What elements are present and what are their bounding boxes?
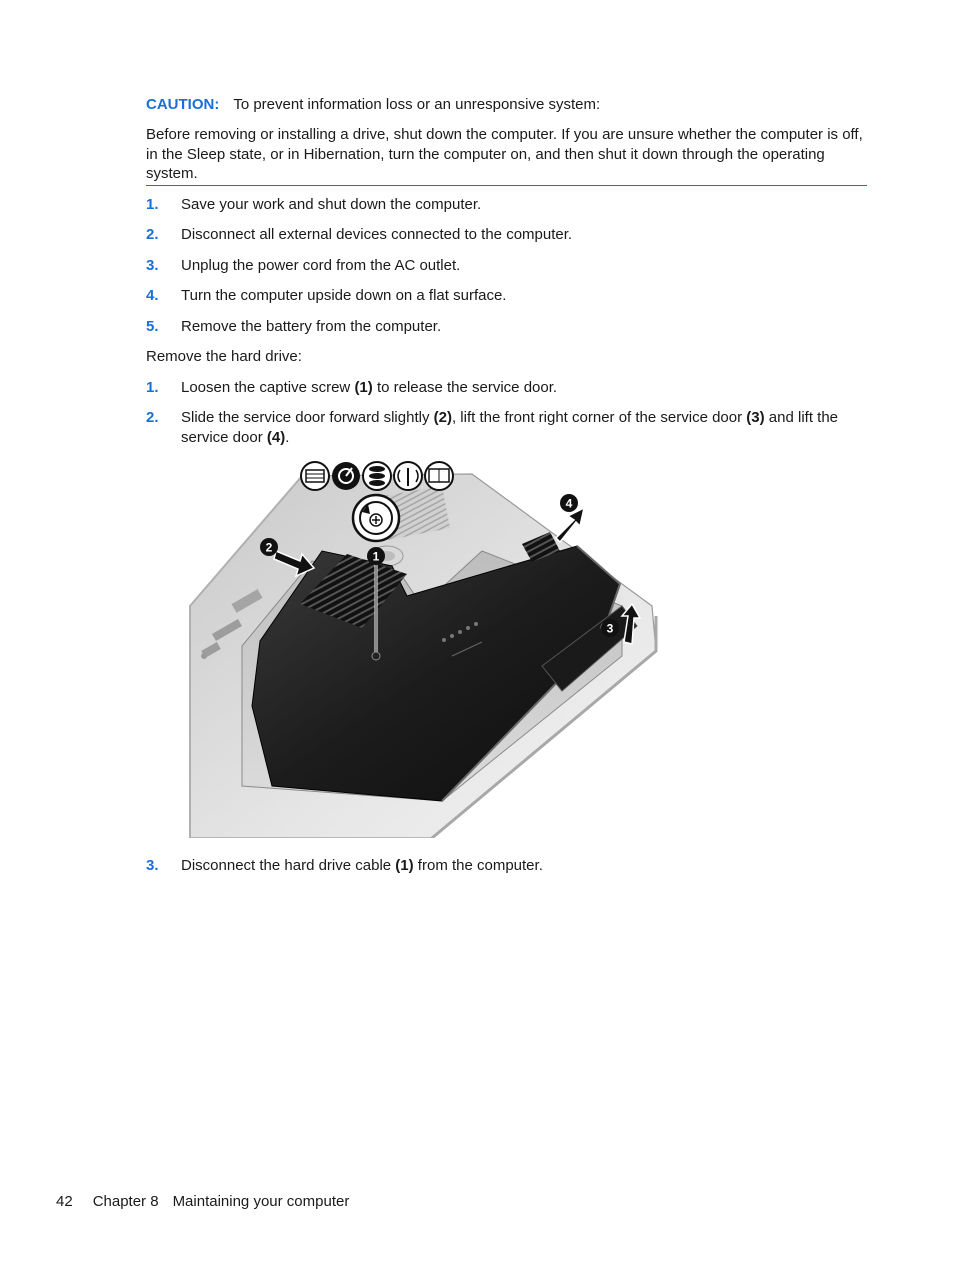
step-text: Loosen the captive screw (1) to release the service door. — [181, 379, 558, 396]
remove-step-3 — [146, 856, 867, 876]
step-text: Unplug the power cord from the AC outlet. — [181, 257, 461, 274]
step-number: 5. — [146, 318, 159, 335]
step-number: 3. — [146, 857, 159, 874]
caution-heading-text: To prevent information loss or an unresponsive system: — [233, 96, 601, 113]
remove-intro: Remove the hard drive: — [146, 348, 302, 365]
step-number: 2. — [146, 409, 159, 426]
step-number: 2. — [146, 226, 159, 243]
prep-step-3 — [146, 256, 867, 276]
chapter-label: Chapter 8 — [92, 1193, 159, 1210]
step-text: Save your work and shut down the computer. — [181, 196, 482, 213]
caution-body: Before removing or installing a drive, shut down the computer. If you are unsure whether the computer is off, in the Sleep state, or in Hibernation, turn the computer on, and then shut it down through the operating system. — [146, 125, 867, 186]
page-number: 42 — [56, 1193, 73, 1210]
prep-step-1 — [146, 195, 867, 215]
step-text: Turn the computer upside down on a flat surface. — [181, 287, 507, 304]
callout-1: 1 — [372, 549, 380, 564]
step-number: 1. — [146, 196, 159, 213]
step-number: 3. — [146, 257, 159, 274]
prep-step-2 — [146, 225, 867, 245]
step-text: Remove the battery from the computer. — [181, 318, 442, 335]
callout-4: 4 — [565, 496, 573, 511]
step-text: Slide the service door forward slightly (2), lift the front right corner of the service door (3) and lift the service door (4). — [181, 409, 839, 446]
caution-label: CAUTION: — [146, 96, 220, 113]
step-text: Disconnect all external devices connected to the computer. — [181, 226, 573, 243]
service-door-illustration — [182, 456, 660, 838]
callout-3: 3 — [606, 621, 614, 636]
prep-step-4 — [146, 286, 867, 306]
caution-heading — [146, 95, 867, 114]
callout-2: 2 — [265, 540, 273, 555]
chapter-title: Maintaining your computer — [172, 1193, 350, 1210]
step-number: 4. — [146, 287, 159, 304]
prep-step-5 — [146, 317, 867, 337]
remove-step-1 — [146, 378, 867, 398]
remove-step-2 — [146, 408, 867, 447]
step-number: 1. — [146, 379, 159, 396]
page-footer — [56, 1192, 349, 1211]
step-text: Disconnect the hard drive cable (1) from the computer. — [181, 857, 543, 874]
